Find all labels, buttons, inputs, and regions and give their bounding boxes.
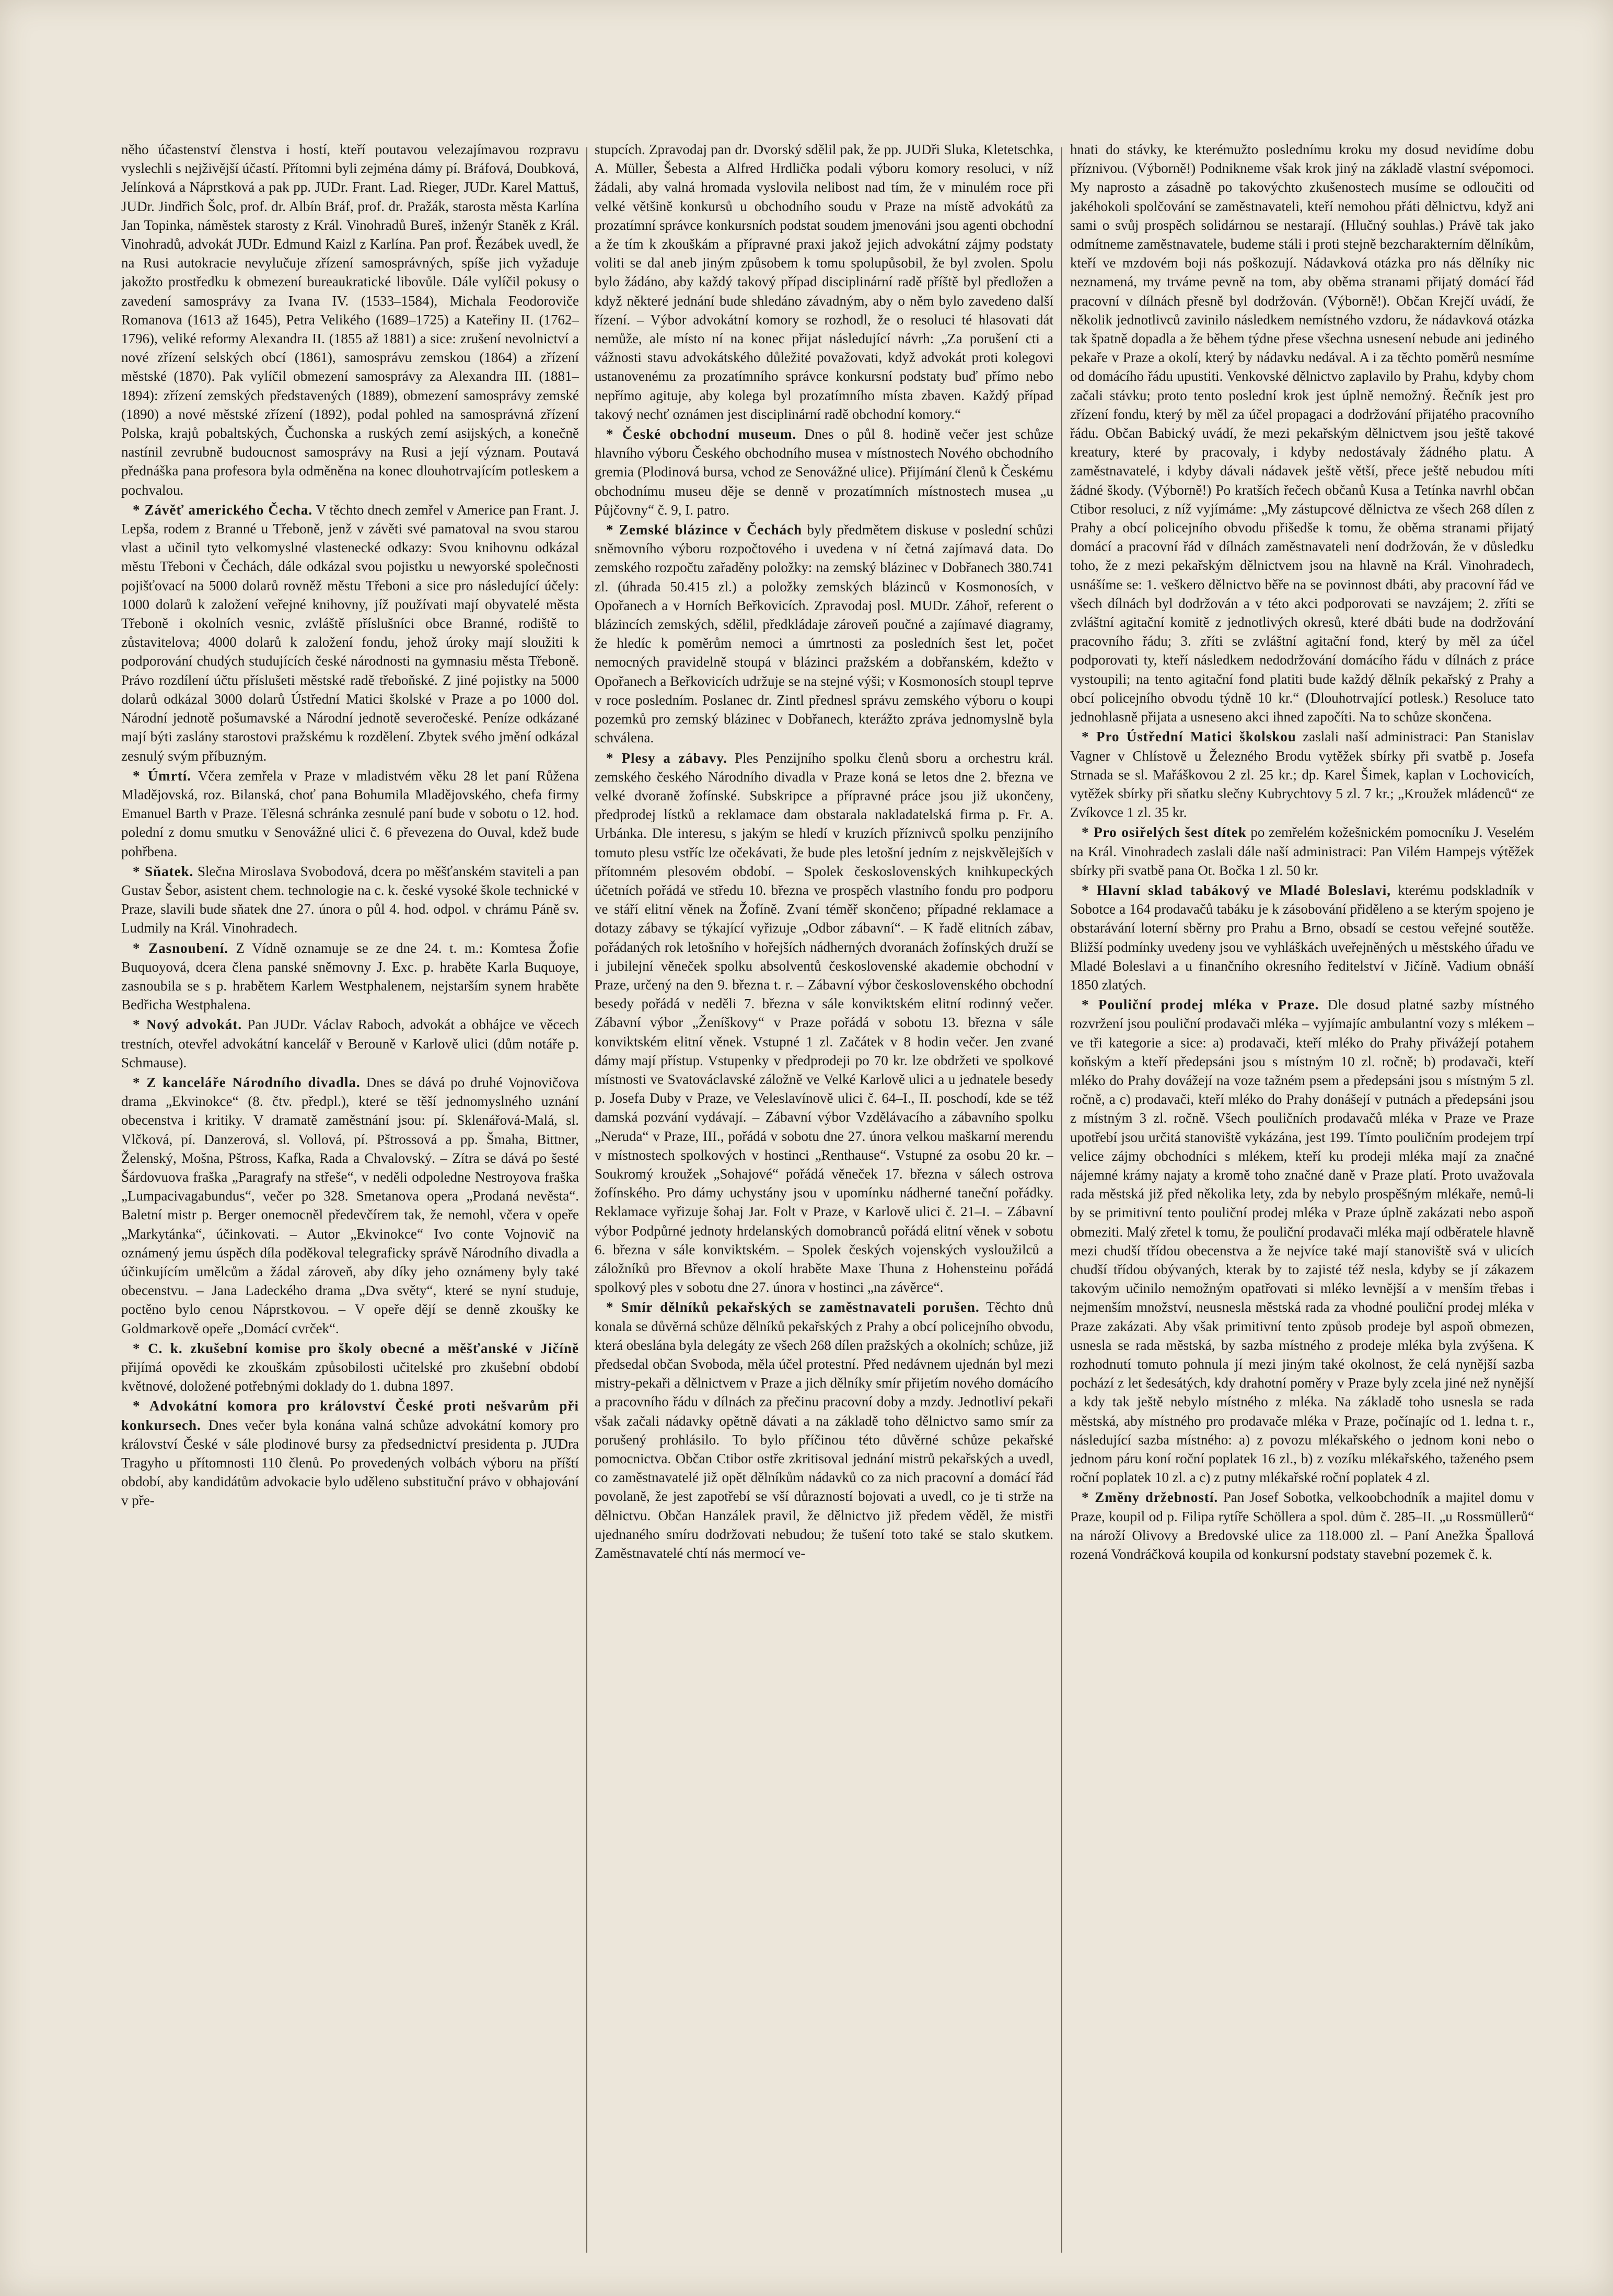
article-text: Dnes o půl 8. hodině večer jest schůze hlavního výboru Českého obchodního musea v místnostech Nového obchodního gremia (Plodinová bursa, vchod ze Senovážné ulice). Přijímání členů k Českému obchodnímu museu děje se denně v prozatímních místnostech musea „u Půjčovny“ č. 9, I. patro. [595,426,1053,518]
article-text: stupcích. Zpravodaj pan dr. Dvorský sdělil pak, že pp. JUDři Sluka, Kletetschka, A. Müller, Šebesta a Alfred Hrdlička podali výboru komory resoluci, v níž žádali, aby valná hromada vyslovila nelibost nad tím, že v minulém roce při velké většině konkursů u obchodního soudu v Praze na místě advokátů za prozatímní správce konkursních podstat soudem jmenováni jsou agenti obchodní a že tím k zkouškám a přípravné praxi jakož jejich advokátní zájmy podstaty voliti se dal aneb jiným způsobem k tomu spolupůsobil, že byl zvolen. Spolu bylo žádáno, aby každý takový případ disciplinární radě příště byl předložen a když některé jednání bude shledáno závadným, aby o něm bylo zavedeno další řízení. – Výbor advokátní komory se rozhodl, že o resoluci té hlasovati dát nemůže, ale místo ní na konec přijat následující návrh: „Za porušení cti a vážnosti stavu advokátského důležité považovati, když advokát proti kolegovi ustanovenému za prozatímního správce konkursní podstaty buď přímo nebo nepřímo agituje, aby kolega byl prozatímního místa zbaven. Každý případ takový nechť oznámen jest disciplinární radě obchodní komory.“ [595,142,1053,422]
article-text: kterému podskladník v Sobotce a 164 prodavačů tabáku je k zásobování přiděleno a se kterým spojeno je obstarávání loterní sběrny pro Prahu a Brno, obsadí se cestou veřejné soutěže. Bližší podmínky uvedeny jsou ve vyhláškách uveřejněných u městského úřadu ve Mladé Boleslavi a u finančního okresního ředitelství v Jičíně. Vadium obnáší 1850 zlatých. [1070,882,1534,993]
article-heading: * Sňatek. [133,863,194,879]
article-text: přijímá opovědi ke zkouškám způsobilosti učitelské pro zkušební období květnové, doložené potřebnými doklady do 1. dubna 1897. [121,1359,579,1394]
article-heading: * Plesy a zábavy. [606,750,728,766]
article-heading: * Zasnoubení. [133,940,228,956]
article-paragraph [121,939,579,1015]
article-text: Dle dosud platné sazby místného rozvržení jsou pouliční prodavači mléka – vyjímajíc ambulantní vozy s mlékem – ve tři kategorie a sice: a) prodavači, kteří mléko do Prahy přivážejí potahem koňským a kteří předepsáni jsou s místným 10 zl. ročně; b) prodavači, kteří mléko do Prahy dovážejí na voze tažném psem a předepsáni jsou s místným 5 zl. ročně, a c) prodavači, kteří mléko do Prahy donášejí v putnách a předepsáni jsou z místným 3 zl. ročně. Všech pouličních prodavačů mléka v Praze ve Praze upotřebí jsou určitá stanoviště vykázána, jest 199. Tímto pouličním prodejem trpí velice zájmy obchodníci s mlékem, kteří ku prodeji mléka mají za značné nájemné krámy najaty a kromě toho značné daně v Praze platí. Proto uvažovala rada městská již před několika lety, zda by nebylo prospěšným mlékaře, nemů-li by se primitivní tento pouliční prodej mléka v Praze úplně zakázati nebo aspoň obmeziti. Malý zřetel k tomu, že pouliční prodavači mléka mají odběratele hlavně mezi chudší třídou obecenstva a že nejvíce také mají stanoviště svá v ulicích chudší třídou obývaných, kterak by to zajisté též nesla, kdyby se jí zákazem takovým učinilo nemožným opatřovati si mléko levnější a v menším třebas i nejmenším množství, neusnesla městská rada za vhodné pouliční prodej mléka v Praze zakázati. Aby však primitivní tento způsob prodeje byl aspoň obmezen, usnesla se rada městská, by sazba místného z prodeje mléka byla zvýšena. K rozhodnutí tomuto pohnula jí mezi jiným také okolnost, že celá nynější sazba pochází z let šedesátých, kdy drahotní poměry v Praze byly zcela jiné než nynější a kdy tak ještě nebylo místného z mléka. Na základě toho usnesla se rada městská, aby místného pro prodavače mléka v Praze, počínajíc od 1. ledna t. r., následující sazba místného: a) z povozu mlékařského o jednom koni nebo o jednom páru koní roční poplatek 16 zl., b) z vozíku mlékařského, taženého psem roční poplatek 10 zl. a c) z putny mlékařské roční poplatek 4 zl. [1070,997,1534,1486]
article-text: Dnes večer byla konána valná schůze advokátní komory pro království České v sále plodinové bursy za předsednictví presidenta p. JUDra Tragyho u přítomnosti 110 členů. Po provedených volbách výboru na příští období, aby kandidátům advokacie bylo uděleno substituční právo v obhajování v pře- [121,1417,579,1509]
article-text: hnati do stávky, ke kterémužto poslednímu kroku my dosud nevidíme dobu příznivou. (Výborně!) Podnikneme však krok jiný na základě vlastní svépomoci. My naprosto a zásadně po takovýchto zkušenostech musíme se odloučiti od jakéhokoli spolčování se zaměstnavateli, kteří nemohou přáti dělnictvu, když ani sami o svůj prospěch solidárnou se nestarají. (Hlučný souhlas.) Právě tak jako odmítneme zaměstnavatele, budeme stáli i proti stejně bezcharakterním dělníkům, kteří ve mzdovém boji nás poškozují. Nádavková otázka pro nás dělníky nic neznamená, my trváme pevně na tom, aby oběma stranami přijatý domácí řád pracovní v dílnách přesně byl dodržován. (Výborně!). Občan Krejčí uvádí, že několik jednotlivců zavinilo následkem nemístného vzdoru, že nádavková otázka tak špatně dopadla a že během týdne přese všechna usnesení nebude ani jediného pekaře v Praze a okolí, který by nádavku nedával. A i za těchto poměrů nesmíme od domácího řádu upustiti. Venkovské dělnictvo zaplavilo by Prahu, kdyby chom začali stávku; proto tento poslední krok jest úplně nemožný. Řečník jest pro zřízení fondu, který by měl za účel propagaci a dodržování přijatého pracovního řádu. Občan Babický uvádí, že mezi pekařským dělnictvem jsou ještě takové kreatury, které by pracovaly, i kdyby nedostávaly žádného platu. A zaměstnavatelé, i kdyby dávali nádavek ještě větší, přece ještě nebudou míti žádné škody. (Výborně!) Po kratších řečech občanů Kusa a Tetínka navrhl občan Ctibor resoluci, z níž vyjímáme: „My zástupcové dělnictva ze všech 268 dílen z Prahy a obcí policejního obvodu přišedše k tomu, že oběma stranami přijatý domácí a pracovní řád v dílnách zaměstnavateli není dodržován, že v důsledku toho, že z mezi pekařským dělnictvem jsou na hlavně na Král. Vinohradech, usnášíme se: 1. veškero dělnictvo běře na se povinnost dbáti, aby pracovní řád ve všech dílnách byl dodržován a v této akci podporovati se navzájem; 2. zříti se zvláštní agitační komitě z jednotlivých okresů, které dbáti bude na dodržování pracovního řádu; 3. zříti se zvláštní agitační fond, který by měl za účel podporovati ty, kteří následkem nedodržování domácího řádu v dílnách z práce vystoupili; na tento agitační fond platiti bude každý dělník pekařský z Prahy a obcí policejního obvodu týdně 10 kr.“ (Dlouhotrvající potlesk.) Resoluce tato jednohlasně přijata a usneseno akci ihned započíti. Na to schůze skončena. [1070,142,1534,725]
article-paragraph [121,140,579,499]
article-paragraph [121,862,579,938]
column-rule-left [586,147,587,2253]
article-heading: * Změny držebností. [1082,1489,1219,1506]
article-text: V těchto dnech zemřel v Americe pan Frant. J. Lepša, rodem z Branné u Třeboně, jenž v závěti své pamatoval na svou starou vlast a učinil tyto velkomyslné vlastenecké odkazy: Svou knihovnu odkázal městu Třeboni v Čechách, dále odkázal svou pojistku u newyorské společnosti pojišťovací na 5000 dolarů rovněž městu Třeboni a sice pro následující účely: 1000 dolarů k založení veřejné knihovny, jíž používati mají obyvatelé města Třeboně i okolních vesnic, zvláště příslušníci obce Branné, rodiště to zůstavitelova; 4000 dolarů k založení fondu, jehož úroky mají sloužiti k podporování chudých studujících české národnosti na gymnasiu města Třeboně. Právo rozdílení účtu příslušeti městské radě třeboňské. Z jiné pojistky na 5000 dolarů odkázal 3000 dolarů Ústřední Matici školské v Praze a po 1000 dol. Národní jednotě pošumavské a Národní jednotě severočeské. Peníze odkázané mají býti zaslány starostovi pražskému k rozdělení. Zbytek svého jmění odkázal zesnulý svým příbuzným. [121,502,579,764]
article-text: po zemřelém kožešnickém pomocníku J. Veselém na Král. Vinohradech zaslali dále naší administraci: Pan Vilém Hampejs výtěžek sbírky při svatbě pana Ot. Bočka 1 zl. 50 kr. [1070,824,1534,878]
article-text: Včera zemřela v Praze v mladistvém věku 28 let paní Růžena Mladějovská, roz. Bilanská, choť pana Bohumila Mladějovského, chefa firmy Emanuel Barth v Praze. Tělesná schránka zesnulé paní bude v sobotu o 12. hod. polední z domu smutku v Senovážné ulici č. 6 převezena do Ouval, kdež bude pohřbena. [121,767,579,859]
article-heading: * Pouliční prodej mléka v Praze. [1082,997,1319,1013]
article-heading: * Advokátní komora pro království České proti nešvarům při konkursech. [121,1398,579,1433]
article-text: Těchto dnů konala se důvěrná schůze dělníků pekařských z Prahy a obcí policejního obvodu, která obeslána byla delegáty ze všech 268 dílen pražských a okolních; schůze, již předsedal občan Svoboda, měla účel protestní. Před nedávnem ujednán byl mezi mistry-pekaři a dělnictvem v Praze a jich dělníky smír přijetím nového domácího a pracovního řádu v dílnách za přečinu pracovní doby a mzdy. Jednotliví pekaři však začali nádavky opětně dávati a na základě toho dělnictvo samo smír za porušený prohlásilo. To bylo příčinou této důvěrné schůze pekařské pomocnictva. Občan Ctibor ostře zkritisoval jednání mistrů pekařských a uvedl, co zaměstnavatelé již opět dělníkům nádavků co za nich pracovní a domácí řád povolaně, že jest zapotřebí se vší důrazností bojovati a uvedl, co je ti strže na dělnictvu. Občan Hanzálek pravil, že dělnictvo již předem věděl, že mistři ujednaného smíru dodržovati nebudou; že tušení toto také se stalo skutkem. Zaměstnavatelé chtí nás mermocí ve- [595,1299,1053,1561]
article-heading: * Závěť amerického Čecha. [133,502,313,518]
article-text: Pan JUDr. Václav Raboch, advokát a obhájce ve věcech trestních, otevřel advokátní kancelář v Berouně v Karlově ulici (dům notáře p. Schmause). [121,1017,579,1070]
text-column-2 [595,140,1053,2256]
article-heading: * České obchodní museum. [606,426,797,442]
article-paragraph [595,749,1053,1297]
article-text: Slečna Miroslava Svobodová, dcera po měšťanském staviteli a pan Gustav Šebor, asistent chem. technologie na c. k. české vysoké škole technické v Praze, slavili bude sňatek dne 27. února o půl 4. hod. odpol. v chrámu Páně sv. Ludmily na Král. Vinohradech. [121,863,579,936]
article-paragraph [595,425,1053,519]
article-heading: * Hlavní sklad tabákový ve Mladé Boleslavi, [1082,882,1391,898]
article-heading: * Pro osiřelých šest dítek [1082,824,1247,841]
article-text: zaslali naší administraci: Pan Stanislav Vagner v Chlístově u Železného Brodu vytěžek sbírky při svatbě p. Josefa Strnada se sl. Mařáškovou 2 zl. 25 kr.; dp. Karel Šimek, kaplan v Lochovicích, vytěžek sbírky při sňatku slečny Kubrychtovy 5 zl. 7 kr.; „Kroužek mládenců“ ze Zvíkovce 1 zl. 35 kr. [1070,729,1534,821]
article-paragraph [1070,995,1534,1487]
article-paragraph [121,1015,579,1072]
article-paragraph [1070,881,1534,994]
article-paragraph [1070,823,1534,880]
text-column-1 [121,140,579,2256]
article-heading: * Zemské blázince v Čechách [606,522,803,538]
article-paragraph [121,766,579,861]
article-paragraph [121,1339,579,1396]
article-heading: * Nový advokát. [133,1017,242,1033]
article-paragraph [595,520,1053,747]
article-text: Z Vídně oznamuje se ze dne 24. t. m.: Komtesa Žofie Buquoyová, dcera člena panské sněmovny J. Exc. p. hraběte Karla Buquoye, zasnoubila se s p. hrabětem Karlem Westphalenem, nejstarším synem hraběte Bedřicha Westphalena. [121,940,579,1013]
article-heading: * Smír dělníků pekařských se zaměstnavateli porušen. [606,1299,980,1315]
article-paragraph [1070,1488,1534,1564]
article-text: Ples Penzijního spolku členů sboru a orchestru král. zemského českého Národního divadla v Praze koná se letos dne 2. března ve velké dvoraně žofínské. Subskripce a přípravné práce jsou již ukončeny, předprodej lístků a reklamace dam obstarala nakladatelská firma p. Fr. A. Urbánka. Dle interesu, s jakým se hledí v kruzích příznivců spolku penzijního tomuto plesu vstříc lze očekávati, že bude ples letošní jedním z nejskvělejších v přítomném plesovém období. – Spolek československých knihkupeckých účetních pořádá ve středu 10. března ve prospěch vlastního fondu pro podporu ve stáří elitní věnek na Žofíně. Zvaní téměř skončeno; případné reklamace a dotazy zábavy se týkající vyřizuje „Odbor zábavní“. – K řadě elitních zábav, pořádaných rok letošního v hořejších nádherných dvoranách žofínských druží se i jubilejní věneček spolku absolventů československé akademie obchodní v Praze, určený na den 9. března t. r. – Zábavní výbor československého obchodní besedy pořádá v neděli 7. března v sále konviktském elitní rodinný večer. Zábavní výbor „Ženíškovy“ v Praze pořádá v sobotu 13. března v sále konviktském elitní věnek. Vstupné 1 zl. Začátek v 8 hodin večer. Jen zvané dámy mají přístup. Vstupenky v předprodeji po 70 kr. lze obdržeti ve spolkové místnosti ve Svatováclavské záložně ve Velké Karlově ulici a u jednatele besedy p. Josefa Duby v Praze, ve Veleslavínově ulici č. 64–I., II. poschodí, kde se též damská pozvání vydávají. – Zábavní výbor Vzdělávacího a zábavního spolku „Neruda“ v Praze, III., pořádá v sobotu dne 27. února velkou maškarní merendu v místnostech spolkových v hostinci „Renthause“. Vstupné za osobu 20 kr. – Soukromý kroužek „Sohajové“ pořádá věneček 17. března v sálech ostrova žofínského. Pro dámy uchystány jsou v upomínku nádherné taneční pořádky. Reklamace vyřizuje šohaj Jar. Folt v Praze, v Karlově ulici č. 21–I. – Zábavní výbor Podpůrné jednoty hrdelanských domobranců pořádá elitní věnek v sobotu 6. března v sále konviktském. – Spolek českých vojenských vysloužilců a záložníků pro Břevnov a okolí hraběte Maxe Thuna z Hohensteinu pořádá spolkový ples v sobotu dne 27. února v hostinci „na závěrce“. [595,750,1053,1296]
article-heading: * Z kanceláře Národního divadla. [133,1074,361,1090]
article-paragraph [121,1073,579,1338]
article-paragraph [121,500,579,765]
text-column-3 [1070,140,1534,2256]
article-paragraph [1070,140,1534,726]
column-rule-right [1061,147,1062,2253]
article-paragraph [1070,727,1534,822]
article-text: Dnes se dává po druhé Vojnovičova drama „Ekvinokce“ (8. čtv. předpl.), které se těší jednomyslného uznání obecenstva i kritiky. V dramatě zaměstnání jsou: pí. Sklenářová-Malá, sl. Vlčková, pí. Danzerová, sl. Vollová, pí. Pštrossová a pp. Šmaha, Bittner, Želenský, Mošna, Pštross, Kafka, Rada a Chvalovský. – Zítra se dává po šesté Šárdovuova fraška „Paragrafy na střeše“, v neděli odpoledne Nestroyova fraška „Lumpacivagabundus“, večer po 328. Smetanova opera „Prodaná nevěsta“. Baletní mistr p. Berger onemocněl předevčírem tak, že nemohl, včera v opeře „Markytánka“, účinkovati. – Autor „Ekvinokce“ Ivo conte Vojnovič na oznámený jemu úspěch díla poděkoval telegraficky správě Národního divadla a účinkujícím umělcům a žádal zároveň, aby díky jeho oznámeny byly také obecenstvu. – Jana Ladeckého drama „Dva světy“, které se nyní studuje, poctěno bylo cenou Náprstkovou. – V opeře dějí se denně zkoušky ke Goldmarkově opeře „Domácí cvrček“. [121,1074,579,1336]
article-paragraph [121,1396,579,1510]
article-heading: * Pro Ústřední Matici školskou [1082,729,1296,745]
article-heading: * Úmrtí. [133,767,191,784]
article-text: něho účastenství členstva i hostí, kteří poutavou velezajímavou rozpravu vyslechli s nejživější účastí. Přítomni byli zejména dámy pí. Bráfová, Doubková, Jelínková a Náprstková a pak pp. JUDr. Frant. Lad. Rieger, JUDr. Karel Mattuš, JUDr. Jindřich Šolc, prof. dr. Albín Bráf, prof. dr. Pražák, starosta města Karlína Jan Topinka, náměstek starosty z Král. Vinohradů Bureš, inženýr Staněk z Král. Vinohradů, advokát JUDr. Edmund Kaizl z Karlína. Pan prof. Řezábek uvedl, že na Rusi autokracie nevylučuje zřízení samosprávných, spíše jich vyžaduje jakožto prostředku k obmezení bureaukratické libovůle. Dále vylíčil pokusy o zavedení samosprávy za Ivana IV. (1533–1584), Michala Feodoroviče Romanova (1613 až 1645), Petra Velikého (1689–1725) a Kateřiny II. (1762–1796), veliké reformy Alexandra II. (1855 až 1881) a sice: zrušení nevolnictví a nové zřízení selských obcí (1861), samosprávu zemskou (1864) a zřízení městské (1870). Pak vylíčil obmezení samosprávy za Alexandra III. (1881–1894): zřízení zemských představených (1889), obmezení samosprávy zemské (1890) a nové městské zřízení (1892), podal pohled na samosprávná zřízení Polska, krajů pobaltských, Čuchonska a ruských zemí asijských, a konečně nastínil zevrubně budoucnost samosprávy na Rusi a její význam. Poutavá přednáška pana profesora byla odměněna na konec dlouhotrvajícím potleskem a pochvalou. [121,142,579,498]
article-text: byly předmětem diskuse v poslední schůzi sněmovního výboru rozpočtového i uvedena v ní četná zajímavá data. Do zemského rozpočtu zařaděny položky: na zemský blázinec v Dobřanech 380.741 zl. (úhrada 50.415 zl.) a položky zemských blázinců v Kosmonosích, v Opořanech a v Horních Beřkovicích. Zpravodaj posl. MUDr. Záhoř, referent o blázincích zemských, sdělil, předkládaje zároveň poučné a zajímavé diagramy, že hledíc k poměrům nemoci a úmrtnosti za posledních šest let, počet nemocných pravidelně stoupá v blázinci pražském a dobřanském, kdežto v Opořanech a Beřkovicích udržuje se na stejné výši; v Kosmonosích stoupl teprve v roce posledním. Poslanec dr. Zintl přednesl správu zemského výboru o koupi pozemků pro zemský blázinec v Dobřanech, kterážto zpráva jednomyslně byla schválena. [595,522,1053,746]
article-heading: * C. k. zkušební komise pro školy obecné a měšťanské v Jičíně [133,1340,579,1356]
article-paragraph [595,140,1053,424]
article-text: Pan Josef Sobotka, velkoobchodník a majitel domu v Praze, koupil od p. Filipa rytíře Schöllera a spol. dům č. 285–II. „u Rossmüllerů“ na nároží Olivovy a Bredovské ulice za 118.000 zl. – Paní Anežka Špallová rozená Vondráčková koupila od konkursní podstaty stavební pozemek č. k. [1070,1489,1534,1563]
article-paragraph [595,1298,1053,1563]
